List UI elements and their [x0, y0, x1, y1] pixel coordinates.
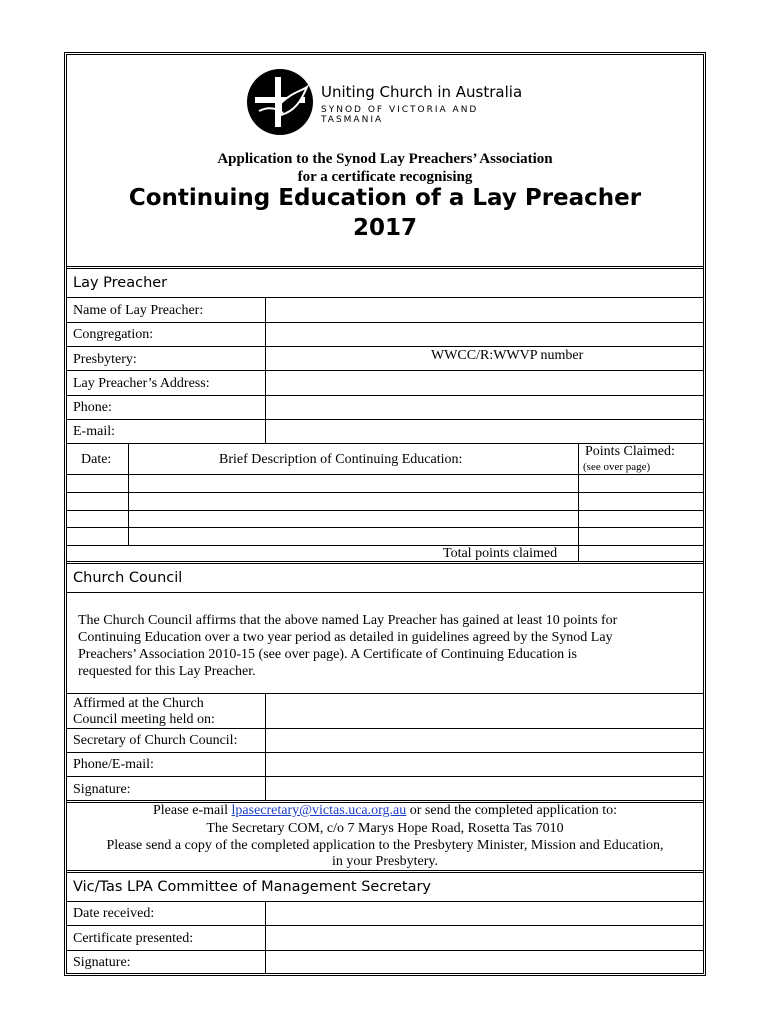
- logo-synod: SYNOD OF VICTORIA AND TASMANIA: [321, 105, 479, 125]
- points-header: Points Claimed:: [585, 444, 675, 459]
- header-line-1: Application to the Synod Lay Preachers’ Association: [217, 151, 553, 167]
- date-header: Date:: [81, 452, 112, 467]
- edu-row-2-description[interactable]: [129, 493, 576, 509]
- committee-signature-label: Signature:: [73, 955, 131, 970]
- secretary-email-link[interactable]: lpasecretary@victas.uca.org.au: [231, 803, 407, 818]
- section-lay-preacher: Lay Preacher: [73, 275, 168, 291]
- secretary-label: Secretary of Church Council:: [73, 733, 238, 748]
- name-field[interactable]: [266, 298, 703, 321]
- council-statement-line-2: Continuing Education over a two year period as detailed in guidelines agreed by the Synod Lay: [78, 630, 613, 645]
- presbytery-field[interactable]: [266, 347, 416, 370]
- edu-row-2-date[interactable]: [67, 493, 127, 509]
- edu-row-3-description[interactable]: [129, 511, 576, 527]
- total-points-field[interactable]: [579, 546, 703, 561]
- section-church-council: Church Council: [73, 570, 183, 586]
- congregation-label: Congregation:: [73, 327, 154, 342]
- points-note: (see over page): [583, 461, 651, 473]
- council-signature-field[interactable]: [266, 777, 703, 800]
- council-statement-line-1: The Church Council affirms that the above named Lay Preacher has gained at least 10 points for: [78, 613, 618, 628]
- council-signature-label: Signature:: [73, 782, 131, 797]
- uca-logo-icon: [245, 67, 315, 137]
- council-statement-line-3: Preachers’ Association 2010-15 (see over page). A Certificate of Continuing Education is: [78, 647, 577, 662]
- edu-row-1-date[interactable]: [67, 475, 127, 491]
- edu-row-4-description[interactable]: [129, 528, 576, 544]
- submission-line-1: [67, 803, 703, 819]
- submission-line-3: Please send a copy of the completed application to the Presbytery Minister, Mission and Education,: [106, 838, 664, 853]
- edu-row-2-points[interactable]: [579, 493, 703, 509]
- wwcc-label: WWCC/R:WWVP number: [431, 348, 584, 363]
- header-line-2: for a certificate recognising: [297, 169, 473, 185]
- affirmed-label-2: Council meeting held on:: [73, 712, 215, 727]
- submission-prefix: Please e-mail: [153, 803, 229, 818]
- presbytery-label: Presbytery:: [73, 352, 137, 367]
- edu-row-1-points[interactable]: [579, 475, 703, 491]
- date-received-label: Date received:: [73, 906, 155, 921]
- name-label: Name of Lay Preacher:: [73, 303, 204, 318]
- committee-signature-field[interactable]: [266, 951, 703, 973]
- council-statement: [78, 612, 698, 680]
- phone-email-label: Phone/E-mail:: [73, 757, 154, 772]
- logo-org-name: Uniting Church in Australia: [321, 83, 523, 101]
- edu-row-4-points[interactable]: [579, 528, 703, 544]
- submission-line-2: The Secretary COM, c/o 7 Marys Hope Road, Rosetta Tas 7010: [206, 821, 564, 836]
- phone-field[interactable]: [266, 396, 703, 419]
- page-year: 2017: [352, 215, 417, 241]
- phone-email-field[interactable]: [266, 753, 703, 776]
- council-statement-line-4: requested for this Lay Preacher.: [78, 664, 256, 679]
- phone-label: Phone:: [73, 400, 112, 415]
- uca-logo: [245, 67, 545, 135]
- description-header: Brief Description of Continuing Education:: [219, 452, 463, 467]
- total-points-label: Total points claimed: [443, 546, 558, 561]
- section-committee: Vic/Tas LPA Committee of Management Secretary: [73, 879, 431, 895]
- meeting-date-field[interactable]: [266, 694, 703, 727]
- edu-row-3-points[interactable]: [579, 511, 703, 527]
- date-received-field[interactable]: [266, 902, 703, 925]
- address-label: Lay Preacher’s Address:: [73, 376, 210, 391]
- edu-row-3-date[interactable]: [67, 511, 127, 527]
- submission-line-4: in your Presbytery.: [331, 854, 439, 869]
- email-label: E-mail:: [73, 424, 115, 439]
- congregation-field[interactable]: [266, 323, 703, 346]
- edu-row-4-date[interactable]: [67, 528, 127, 544]
- certificate-presented-label: Certificate presented:: [73, 931, 194, 946]
- email-field[interactable]: [266, 420, 703, 443]
- certificate-presented-field[interactable]: [266, 926, 703, 949]
- edu-row-1-description[interactable]: [129, 475, 576, 491]
- page-title: Continuing Education of a Lay Preacher: [128, 185, 642, 211]
- address-field[interactable]: [266, 371, 703, 394]
- affirmed-label-1: Affirmed at the Church: [73, 696, 204, 711]
- application-form: [64, 52, 706, 976]
- submission-suffix: or send the completed application to:: [406, 803, 617, 818]
- secretary-field[interactable]: [266, 729, 703, 752]
